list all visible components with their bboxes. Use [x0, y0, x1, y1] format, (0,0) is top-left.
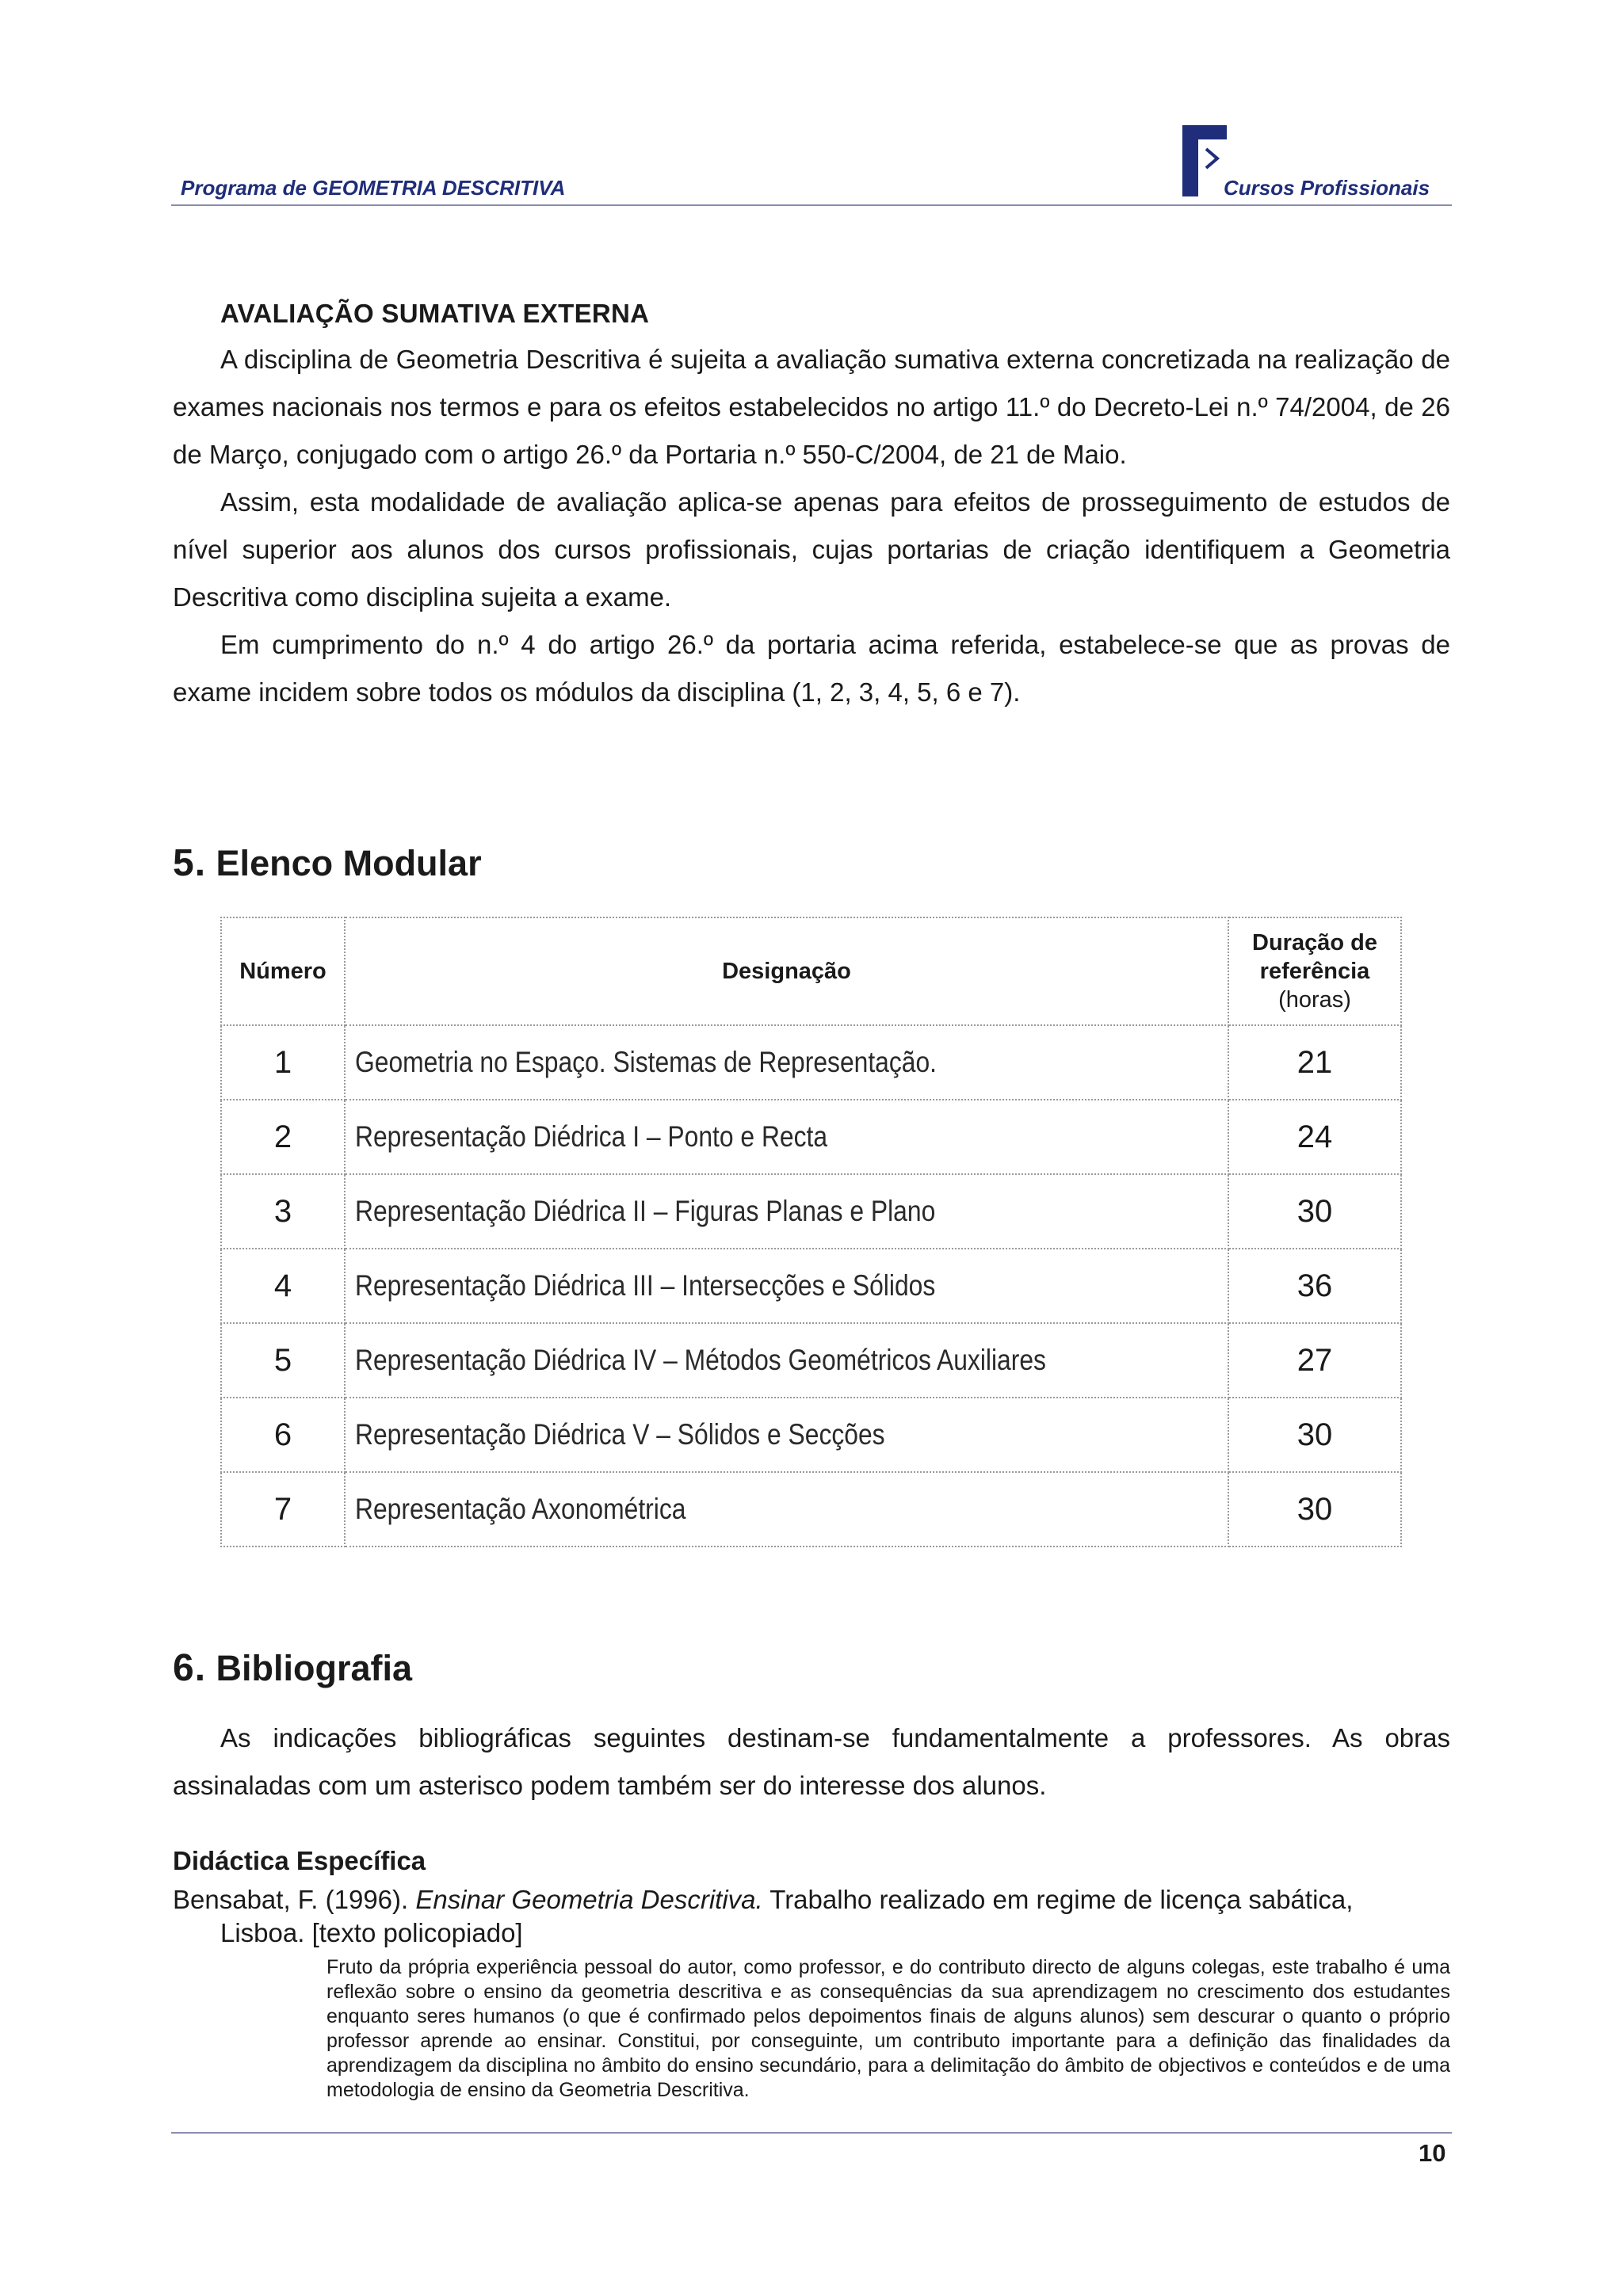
header-numero: Número	[221, 917, 345, 1025]
avaliacao-paragraph-2: Assim, esta modalidade de avaliação aplica-se apenas para efeitos de prosseguimento de estudos de nível superior aos alunos dos cursos profissionais, cujas portarias de criação identifiquem a Geometria Descritiva como disciplina sujeita a exame.	[173, 487, 1450, 612]
avaliacao-paragraph-3: Em cumprimento do n.º 4 do artigo 26.º da portaria acima referida, estabelece-se que as provas de exame incidem sobre todos os módulos da disciplina (1, 2, 3, 4, 5, 6 e 7).	[173, 630, 1450, 707]
footer-divider	[171, 2132, 1452, 2134]
avaliacao-paragraph-1: A disciplina de Geometria Descritiva é sujeita a avaliação sumativa externa concretizada na realização de exames nacionais nos termos e para os efeitos estabelecidos no artigo 11.º do Decreto-Lei n.º 74/2004, de 26 de Março, conjugado com o artigo 26.º da Portaria n.º 550-C/2004, de 21 de Maio.	[173, 345, 1450, 469]
table-row	[221, 1174, 1401, 1249]
section-5-title	[173, 841, 482, 885]
page-number: 10	[1419, 2139, 1446, 2167]
reference-entry	[173, 1884, 1450, 1916]
module-designation: Representação Diédrica III – Intersecções e Sólidos	[345, 1249, 1228, 1323]
section-6-title	[173, 1646, 412, 1690]
section-5-label: Elenco Modular	[216, 843, 482, 883]
module-number: 1	[221, 1025, 345, 1100]
section-6-number: 6.	[173, 1647, 207, 1689]
reference-continuation: Lisboa. [texto policopiado]	[220, 1918, 523, 1947]
module-designation: Representação Diédrica IV – Métodos Geométricos Auxiliares	[345, 1323, 1228, 1398]
module-duration: 30	[1228, 1472, 1401, 1547]
module-duration: 21	[1228, 1025, 1401, 1100]
section-6-label: Bibliografia	[216, 1648, 413, 1688]
table-row	[221, 1100, 1401, 1174]
module-duration: 30	[1228, 1398, 1401, 1472]
table-row	[221, 1398, 1401, 1472]
reference-details: Trabalho realizado em regime de licença sabática,	[762, 1885, 1354, 1914]
reference-author: Bensabat, F. (1996).	[173, 1885, 416, 1914]
table-row	[221, 1249, 1401, 1323]
cursos-profissionais-logo-icon	[1182, 125, 1227, 196]
bibliografia-intro: As indicações bibliográficas seguintes destinam-se fundamentalmente a professores. As obras assinaladas com um asterisco podem também ser do interesse dos alunos.	[173, 1723, 1450, 1800]
module-duration: 27	[1228, 1323, 1401, 1398]
avaliacao-heading: AVALIAÇÃO SUMATIVA EXTERNA	[220, 299, 650, 328]
module-duration: 30	[1228, 1174, 1401, 1249]
header-duracao-line2: referência	[1259, 959, 1370, 984]
header-duracao-unit: (horas)	[1278, 987, 1351, 1013]
module-designation: Representação Axonométrica	[345, 1472, 1228, 1547]
reference-annotation: Fruto da própria experiência pessoal do autor, como professor, e do contributo directo de alguns colegas, este trabalho é uma reflexão sobre o ensino da geometria descritiva e as consequências da sua aprendizagem no crescimento dos estudantes enquanto seres humanos (o que é confirmado pelos depoimentos finais de alguns alunos) sem descurar o quanto o próprio professor aprende ao ensinar. Constitui, por conseguinte, um contributo importante para a definição das finalidades da aprendizagem da disciplina no âmbito do ensino secundário, para a delimitação do âmbito de objectivos e conteúdos e de uma metodologia de ensino da Geometria Descritiva.	[327, 1956, 1450, 2101]
module-number: 4	[221, 1249, 345, 1323]
module-number: 6	[221, 1398, 345, 1472]
header-divider	[171, 204, 1452, 206]
module-designation: Geometria no Espaço. Sistemas de Representação.	[345, 1025, 1228, 1100]
table-row	[221, 1323, 1401, 1398]
modules-table	[220, 917, 1402, 1547]
section-5-number: 5.	[173, 842, 207, 884]
module-number: 5	[221, 1323, 345, 1398]
header-course-type: Cursos Profissionais	[1224, 176, 1430, 200]
module-number: 2	[221, 1100, 345, 1174]
table-row	[221, 1472, 1401, 1547]
header-designacao: Designação	[345, 917, 1228, 1025]
table-header-row	[221, 917, 1401, 1025]
table-row	[221, 1025, 1401, 1100]
module-designation: Representação Diédrica I – Ponto e Recta	[345, 1100, 1228, 1174]
didactica-especifica-heading: Didáctica Específica	[173, 1846, 426, 1875]
module-designation: Representação Diédrica II – Figuras Planas e Plano	[345, 1174, 1228, 1249]
module-number: 7	[221, 1472, 345, 1547]
header-program-title: Programa de GEOMETRIA DESCRITIVA	[181, 176, 566, 200]
reference-title: Ensinar Geometria Descritiva.	[415, 1885, 763, 1914]
header-duracao-line1: Duração de	[1252, 930, 1377, 955]
module-duration: 36	[1228, 1249, 1401, 1323]
module-duration: 24	[1228, 1100, 1401, 1174]
module-number: 3	[221, 1174, 345, 1249]
module-designation: Representação Diédrica V – Sólidos e Secções	[345, 1398, 1228, 1472]
header-duracao	[1228, 917, 1401, 1025]
